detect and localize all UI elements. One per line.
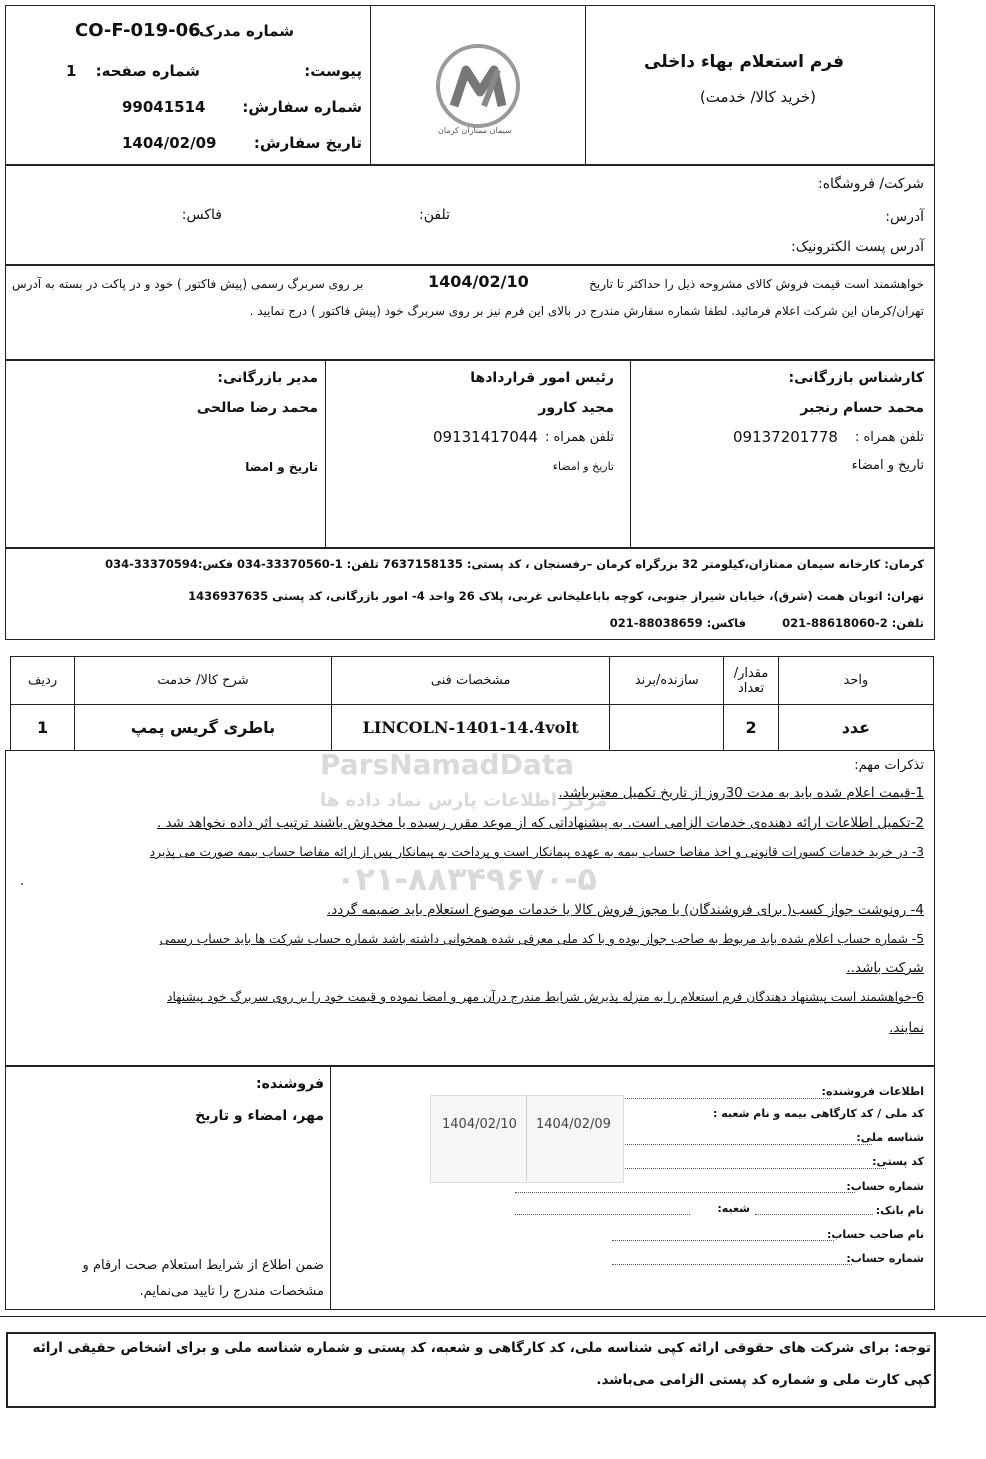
company-label: شرکت/ فروشگاه: — [818, 176, 924, 192]
order-number-label: شماره سفارش: — [242, 98, 362, 116]
cell-description: باطری گریس پمپ — [75, 705, 332, 751]
cell-qty: 2 — [724, 705, 778, 751]
notes-title: تذکرات مهم: — [854, 758, 924, 773]
order-date: 1404/02/09 — [122, 134, 217, 152]
seller-branch-label: شعبه: — [717, 1202, 750, 1215]
request-text-1b: بر روی سربرگ رسمی (پیش فاکتور ) خود و در پاکت در بسته به آدرس — [12, 277, 364, 291]
seller-confirm-1: ضمن اطلاع از شرایط استعلام صحت ارقام و — [82, 1258, 324, 1273]
phone-label: تلفن: — [419, 207, 450, 223]
seller-national-id-label: شناسه ملی: — [856, 1131, 924, 1144]
tehran-phone: تلفن: 2-88618060-021 — [782, 616, 924, 630]
note-3: 3- در خرید خدمات کسورات قانونی و اخذ مفاصا حساب بیمه به عهده پیمانکار است و پرداخت به پیمانکار پس از ارائه مفاصا حساب بیمه صورت می پذیرد — [149, 845, 924, 859]
tehran-fax: فاکس: 88038659-021 — [609, 616, 746, 630]
note-5b: شرکت باشد.. — [846, 960, 924, 976]
seller-title: فروشنده: — [255, 1076, 324, 1092]
contact-manager-sign: تاریخ و امضا — [245, 460, 318, 474]
page-number-label: شماره صفحه: — [95, 62, 200, 80]
seller-date-b: 1404/02/10 — [442, 1117, 517, 1132]
attachment-label: پیوست: — [304, 62, 362, 80]
note-1: 1-قیمت اعلام شده باید به مدت 30روز از تاریخ تکمیل معتبرباشد. — [558, 785, 924, 801]
request-text-2: تهران/کرمان این شرکت اعلام فرمائید. لطفا شماره سفارش مندرج در بالای این فرم نیز بر روی سربرگ خود (پیش فاکتور ) درج نمایید . — [249, 304, 924, 318]
footer-note-2: کپی کارت ملی و شماره کد پستی الزامی می‌باشد. — [596, 1372, 931, 1388]
table-row — [11, 705, 934, 751]
contact-expert-phone: 09137201778 — [733, 428, 838, 446]
contact-contracts-phone: 09131417044 — [433, 428, 538, 446]
cell-brand — [610, 705, 724, 751]
watermark-brand: ParsNamadData — [320, 748, 574, 781]
note-3-end: . — [20, 874, 25, 889]
seller-account-label-2: شماره حساب: — [846, 1252, 924, 1265]
contact-manager-name: محمد رضا صالحی — [196, 400, 318, 416]
table-header-row — [11, 657, 934, 705]
watermark-phone: ۰۲۱-۸۸۳۴۹۶۷۰-۵ — [336, 860, 597, 898]
logo-caption: سیمان ممتازان کرمان — [438, 126, 512, 135]
request-text-1a: خواهشمند است قیمت فروش کالای مشروحه ذیل را حداکثر تا تاریخ — [589, 277, 924, 291]
cell-unit: عدد — [778, 705, 933, 751]
seller-stamp-label: مهر، امضاء و تاریخ — [195, 1108, 324, 1124]
seller-account-label: شماره حساب: — [846, 1180, 924, 1193]
address-tehran: تهران: اتوبان همت (شرق)، خیابان شیراز جنوبی، کوچه باباعلیخانی غربی، پلاک 26 واحد 4- امور بازرگانی، کد پستی 1436937635 — [188, 589, 924, 603]
contact-expert-name: محمد حسام رنجبر — [800, 400, 924, 416]
seller-account-holder-label: نام صاحب حساب: — [826, 1228, 924, 1241]
address-kerman: کرمان: کارخانه سیمان ممتازان،کیلومتر 32 بزرگراه کرمان –رفسنجان ، کد پستی: 7637158135 تلفن: 1-33370560-034 فکس:33370594-034 — [105, 557, 924, 571]
form-title: فرم استعلام بهاء داخلی — [644, 52, 844, 72]
th-qty-line1: مقدار/ — [733, 665, 769, 681]
th-qty — [724, 657, 778, 705]
seller-confirm-2: مشخصات مندرج را تایید می‌نمایم. — [139, 1284, 324, 1299]
th-qty-line2: تعداد — [737, 680, 765, 696]
email-label: آدرس پست الکترونیک: — [791, 239, 924, 255]
contact-manager-title: مدیر بازرگانی: — [217, 370, 318, 386]
contact-contracts-phone-label: تلفن همراه : — [544, 430, 614, 445]
page-number: 1 — [66, 62, 77, 80]
contact-contracts-name: مجید کارور — [538, 400, 614, 416]
note-4: 4- رونوشت جواز کسب( برای فروشندگان) یا مجوز فروش کالا یا خدمات موضوع استعلام باید ضمیمه گردد. — [326, 902, 924, 918]
form-subtitle: (خرید کالا/ خدمت) — [699, 88, 816, 106]
th-brand: سازنده/برند — [610, 657, 724, 705]
th-description: شرح کالا/ خدمت — [75, 657, 332, 705]
address-label: آدرس: — [885, 209, 924, 225]
company-logo — [432, 40, 528, 140]
note-2: 2-تکمیل اطلاعات ارائه دهنده‌ی خدمات الزامی است. به پیشنهاداتی که از موعد مقرر رسیده یا مخدوش باشند ترتیب اثر داده نخواهد شد . — [156, 815, 924, 831]
dates-panel — [430, 1095, 624, 1183]
contact-contracts-title: رئیس امور قراردادها — [470, 370, 614, 386]
order-number: 99041514 — [122, 98, 206, 116]
order-date-label: تاریخ سفارش: — [253, 134, 362, 152]
items-table — [10, 656, 934, 751]
contact-expert-sign: تاریخ و امضاء — [851, 458, 924, 473]
footer-note-1: توجه: برای شرکت های حقوقی ارائه کپی شناسه ملی، کد کارگاهی و شعبه، کد پستی و شماره شناسه ملی و برای اشخاص حقیقی ارائه — [32, 1340, 931, 1356]
fax-label: فاکس: — [181, 207, 222, 223]
seller-info-title: اطلاعات فروشنده: — [821, 1085, 924, 1098]
watermark-tagline: مرکز اطلاعات پارس نماد داده ها — [320, 790, 608, 811]
contact-expert-phone-label: تلفن همراه : — [854, 430, 924, 445]
note-5a: 5- شماره حساب اعلام شده باید مربوط به صاحب جواز بوده و با کد ملی معرفی شده همخوانی داشته باشد شماره حساب شرکت ها باید حساب رسمی — [159, 932, 924, 946]
doc-number-label: شماره مدرک: — [192, 22, 294, 40]
seller-national-code-label: کد ملی / کد کارگاهی بیمه و نام شعبه : — [713, 1107, 924, 1120]
seller-postal-code-label: کد پستی: — [872, 1155, 924, 1168]
doc-number: CO-F-019-06 — [75, 20, 201, 41]
contact-contracts-sign: تاریخ و امضاء — [552, 460, 614, 473]
seller-date-a: 1404/02/09 — [536, 1117, 611, 1132]
seller-bank-label: نام بانک: — [875, 1204, 924, 1217]
cell-spec: LINCOLN-1401-14.4volt — [331, 705, 609, 751]
note-6a: 6-خواهشمند است پیشنهاد دهندگان فرم استعلام را به منزله پذیرش شرایط مندرج درآن مهر و امضا نموده و قیمت خود را بر روی سربرگ خود پیشنهاد — [167, 990, 924, 1004]
cell-row: 1 — [11, 705, 75, 751]
contacts-box — [5, 360, 935, 548]
th-row: ردیف — [11, 657, 75, 705]
contact-expert-title: کارشناس بازرگانی: — [788, 370, 924, 386]
th-spec: مشخصات فنی — [331, 657, 609, 705]
th-unit: واحد — [778, 657, 933, 705]
note-6b: نمایند. — [889, 1020, 924, 1036]
request-deadline: 1404/02/10 — [428, 272, 529, 291]
